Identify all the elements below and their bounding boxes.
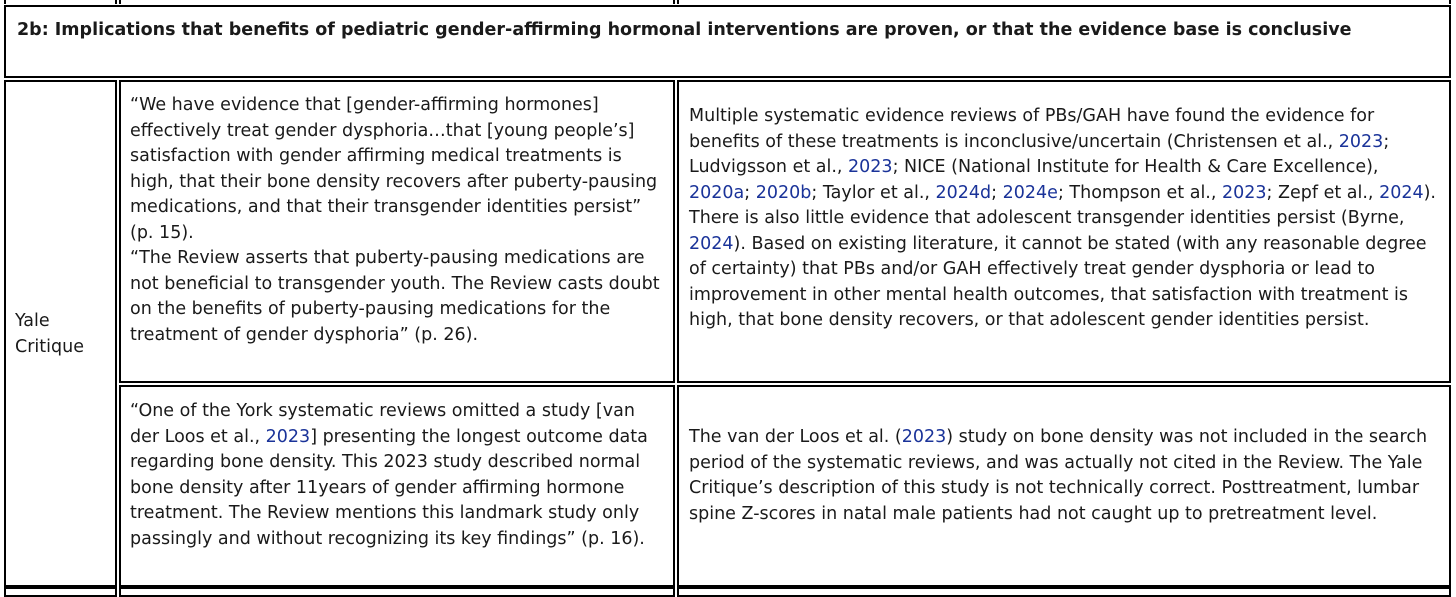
- row-label: Yale Critique: [15, 310, 84, 357]
- response-text: Multiple systematic evidence reviews of PBs/GAH have found the evidence for benefits of these treatments is inconclusive/uncertain (Christensen et al.,: [689, 106, 1375, 152]
- response-text: ; Ludvigsson et al.,: [689, 131, 1390, 177]
- citation-link[interactable]: 2024d: [935, 182, 992, 203]
- response-text: The van der Loos et al. (: [689, 427, 902, 447]
- response-text: ; Taylor et al.,: [811, 182, 936, 203]
- response-text: ; Zepf et al.,: [1266, 182, 1380, 203]
- response-text: ). There is also little evidence that adolescent transgender identities persist (Byrne,: [689, 182, 1436, 228]
- next-row-cell-fragment: [4, 587, 117, 597]
- citation-link[interactable]: 2023: [848, 157, 893, 177]
- citation-link[interactable]: 2023: [1222, 182, 1267, 203]
- section-title: 2b: Implications that benefits of pediatric gender-affirming hormonal interventions are proven, or that the evidence base is conclusive: [17, 20, 1352, 40]
- quote-paragraph: “We have evidence that [gender-affirming hormones] effectively treat gender dysphoria…that [young people’s] satisfaction with gender affirming medical treatments is high, that their bone density recovers after puberty-pausing medications, and that their transgender identities persist” (p. 15).: [130, 95, 658, 243]
- previous-row-cell-fragment: [119, 0, 675, 4]
- quote-text: ] presenting the longest outcome data regarding bone density. This 2023 study described normal bone density after 11years of gender affirming hormone treatment. The Review mentions this landmark study only passingly and without recognizing its key findings” (p. 16).: [130, 426, 648, 549]
- response-text: ;: [991, 182, 1003, 203]
- citation-link[interactable]: 2020a: [689, 182, 745, 203]
- response-text: ). Based on existing literature, it cannot be stated (with any reasonable degree of certainty) that PBs and/or GAH effectively treat gender dysphoria or lead to improvement in other mental health outcomes, that satisfaction with treatment is high, that bone density recovers, or that adolescent gender identities persist.: [689, 233, 1427, 330]
- row-label-cell: [4, 80, 117, 587]
- response-text: ;: [744, 182, 756, 203]
- response-paragraph: [689, 104, 1441, 334]
- quote-paragraph: “The Review asserts that puberty-pausing medications are not beneficial to transgender youth. The Review casts doubt on the benefits of puberty-pausing medications for the treatment of gender dysphoria” (p. 26).: [130, 248, 660, 345]
- response-cell: [677, 80, 1451, 383]
- citation-link[interactable]: 2024e: [1002, 182, 1058, 203]
- citation-link[interactable]: 2023: [901, 427, 947, 447]
- citation-link[interactable]: 2023: [1338, 131, 1384, 152]
- response-text: ; NICE (National Institute for Health & Care Excellence),: [892, 157, 1379, 177]
- quote-cell: [119, 385, 675, 587]
- citation-link[interactable]: 2023: [265, 426, 311, 447]
- citation-link[interactable]: 2020b: [755, 182, 812, 203]
- citation-link[interactable]: 2024: [1379, 182, 1424, 203]
- response-paragraph: [689, 425, 1441, 527]
- quote-cell: [119, 80, 675, 383]
- section-header: [4, 5, 1451, 78]
- quote-text: “One of the York systematic reviews omitted a study [van der Loos et al.,: [130, 401, 635, 447]
- previous-row-cell-fragment: [677, 0, 1451, 4]
- previous-row-cell-fragment: [4, 0, 117, 4]
- response-text: ; Thompson et al.,: [1057, 182, 1222, 203]
- response-cell: [677, 385, 1451, 587]
- response-text: ) study on bone density was not included in the search period of the systematic reviews, and was actually not cited in the Review. The Yale Critique’s description of this study is not technically correct. Posttreatment, lumbar spine Z-scores in natal male patients had not caught up to pretreatment level.: [689, 427, 1428, 524]
- citation-link[interactable]: 2024: [689, 233, 734, 254]
- next-row-cell-fragment: [677, 587, 1451, 597]
- quote-paragraph: [130, 399, 665, 552]
- next-row-cell-fragment: [119, 587, 675, 597]
